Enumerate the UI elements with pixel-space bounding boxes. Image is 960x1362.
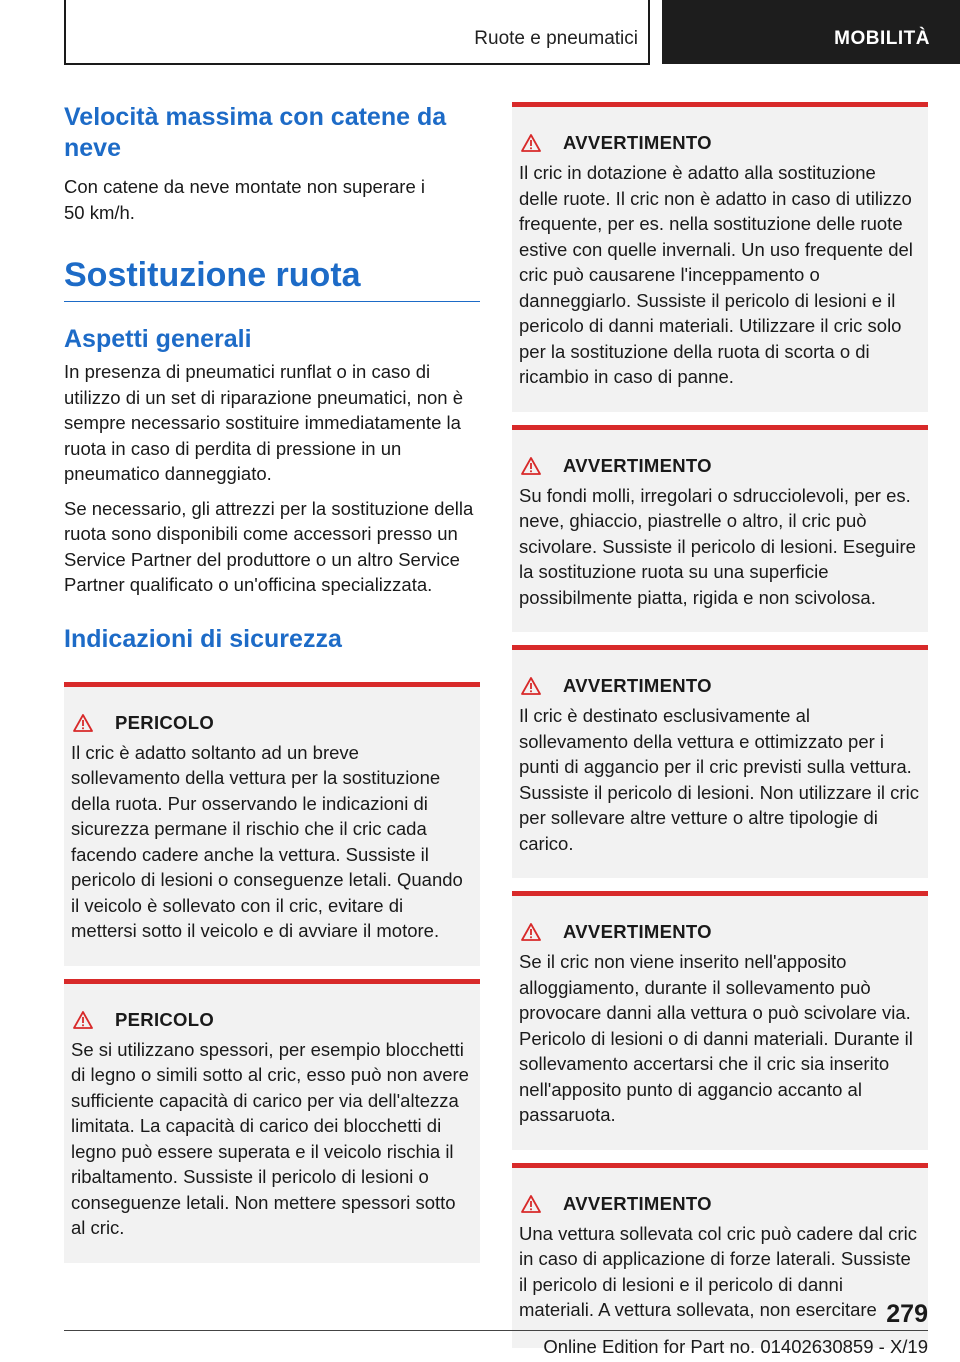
warning-text: Una vettura sollevata col cric può cadere dal cric in caso di applicazione di forze laterali. Sussiste il pericolo di lesioni e il pericolo di danni materiali. A vettura sollevata, non esercitare [519,1222,917,1320]
right-column [512,102,928,1348]
danger-title: PERICOLO [115,1008,215,1030]
warning-title: AVVERTIMENTO [563,675,712,696]
warning-box [512,102,928,412]
danger-title: PERICOLO [115,711,215,733]
section-title: Ruote e pneumatici [474,28,638,49]
warning-triangle-icon [73,714,93,732]
snow-chains-heading: Velocità massima con catene da neve [64,103,447,162]
header-bottom-rule [64,63,650,65]
warning-text: Il cric in dotazione è adatto alla sostituzione delle ruote. Il cric non è adatto in caso di utilizzo frequente, per es. nella sostituzione delle ruote estive con quelle invernali. Un uso frequente del cric può causarene l'inceppamento o danneggiarlo. Sussiste il pericolo di lesioni e il pericolo di danni materiali. Utilizzare il cric solo per la sostituzione della ruota di scorta o di ricambio in caso di panne. [519,162,913,387]
warning-header [519,129,920,157]
warning-triangle-icon [521,1195,541,1213]
warning-box [512,645,928,878]
warning-header [519,1190,920,1218]
page-number: 279 [886,1300,928,1328]
warning-header [519,452,920,480]
warning-text: Se il cric non viene inserito nell'apposito alloggiamento, durante il sollevamento può provocare danni alla vettura o può scivolare via. Pericolo di lesioni o di danni materiali. Durante il sollevamento accertarsi che il cric sia inserito nell'apposito punto di aggancio accanto al passaruota. [519,951,913,1125]
danger-box [64,682,480,966]
warning-title: AVVERTIMENTO [563,1192,712,1214]
general-paragraph-1: In presenza di pneumatici runflat o in caso di utilizzo di un set di riparazione pneumatici, non è sempre necessario sostituire immediatamente la ruota in caso di perdita di pressione in un pneumatico danneggiato. [64,361,464,484]
danger-text: Se si utilizzano spessori, per esempio blocchetti di legno o simili sotto al cric, esso può non avere sufficiente capacità di carico per via dell'altezza limitata. La capacità di carico dei blocchetti di legno può essere superata e il veicolo rischia il ribaltamento. Sussiste il pericolo di lesioni o conseguenze letali. Non mettere spessori sotto al cric. [71,1038,469,1238]
warning-text: Il cric è destinato esclusivamente al sollevamento della vettura e ottimizzato per i punti di aggancio per il cric previsti sulla vettura. Sussiste il pericolo di lesioni. Non utilizzare il cric per sollevare altre vetture o altre tipologie di carico. [519,705,919,854]
general-paragraph-2: Se necessario, gli attrezzi per la sostituzione della ruota sono disponibili come accessori presso un Service Partner del produttore o un altro Service Partner qualificato o un'officina specializzata. [64,497,474,595]
main-heading: Sostituzione ruota [64,255,480,302]
left-column [64,102,480,1263]
warning-text: Su fondi molli, irregolari o sdrucciolevoli, per es. neve, ghiaccio, piastrelle o altro, il cric può scivolare. Sussiste il pericolo di lesioni. Eseguire la sostituzione ruota su una superficie possibilmente piatta, rigida e non scivolosa. [519,484,916,608]
warning-triangle-icon [521,677,541,695]
warning-title: AVVERTIMENTO [563,454,712,476]
footer-rule [64,1330,928,1331]
warning-box [512,1163,928,1348]
warning-header [519,918,920,946]
snow-chains-text: Con catene da neve montate non superare i 50 km/h. [64,176,425,223]
danger-text: Il cric è adatto soltanto ad un breve sollevamento della vettura per la sostituzione della ruota. Pur osservando le indicazioni di sicurezza permane il rischio che il cric cada facendo cadere anche la vettura. Sussiste il pericolo di lesioni o conseguenze letali. Quando il veicolo è sollevato con il cric, evitare di mettersi sotto il veicolo e di avviare il motore. [71,741,463,941]
header-left-rule [64,0,66,64]
warning-box [512,425,928,633]
safety-heading: Indicazioni di sicurezza [64,624,342,653]
warning-triangle-icon [521,457,541,475]
danger-box [64,979,480,1263]
danger-header [71,1006,472,1034]
warning-box [512,891,928,1150]
chapter-title: MOBILITÀ [834,28,930,49]
danger-header [71,709,472,737]
header-separator [648,0,650,64]
chapter-tab [662,0,960,64]
edition-text: Online Edition for Part no. 01402630859 - X/19 [543,1336,928,1357]
warning-title: AVVERTIMENTO [563,921,712,942]
warning-title: AVVERTIMENTO [563,132,712,153]
warning-header [519,672,920,700]
warning-triangle-icon [521,923,541,941]
warning-triangle-icon [73,1011,93,1029]
warning-triangle-icon [521,134,541,152]
general-heading: Aspetti generali [64,325,252,353]
